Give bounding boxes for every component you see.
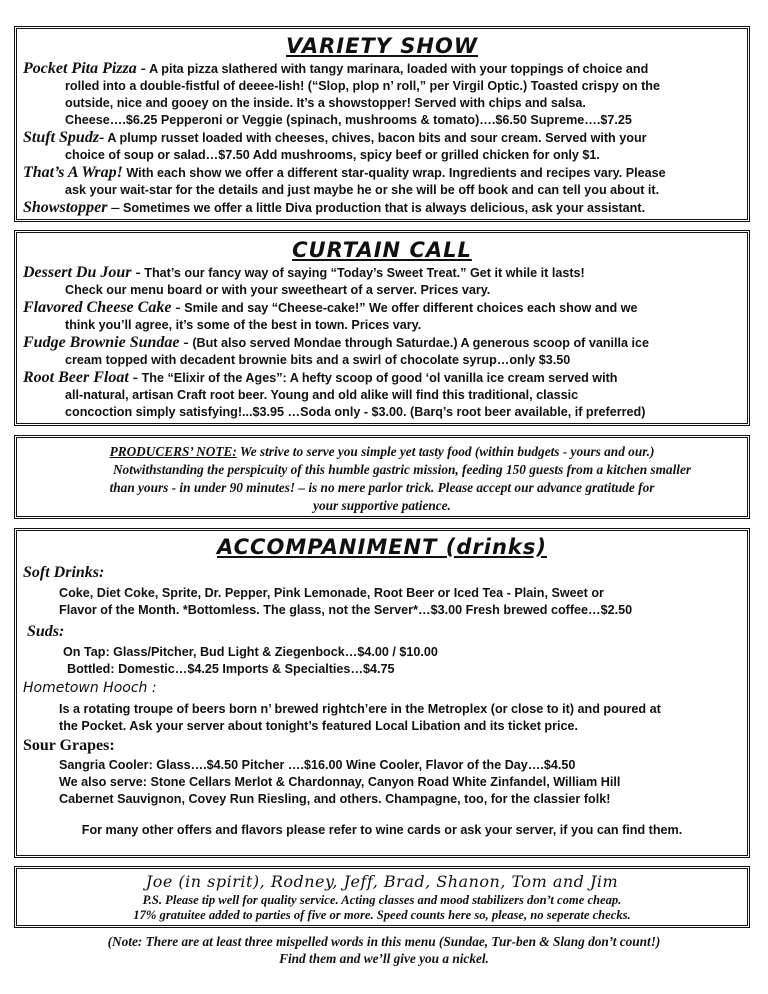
producers-note xyxy=(14,435,750,519)
grapes-label: Sour Grapes: xyxy=(23,737,115,754)
item-desc: Cheese….$6.25 Pepperoni or Veggie (spinach, mushrooms & tomato)….$6.50 Supreme….$7.25 xyxy=(65,113,632,127)
curtain-call-section xyxy=(14,230,750,426)
item-desc: A pita pizza slathered with tangy marinara, loaded with your toppings of choice and xyxy=(149,62,649,76)
item-name: Stuft Spudz- xyxy=(23,129,105,146)
item-desc: Smile and say “Cheese-cake!” We offer different choices each show and we xyxy=(184,301,638,315)
desc-line: On Tap: Glass/Pitcher, Bud Light & Ziegenbock…$4.00 / $10.00 xyxy=(63,645,438,659)
item-name: Fudge Brownie Sundae - xyxy=(23,334,189,351)
accompaniment-title: ACCOMPANIMENT (drinks) xyxy=(217,535,547,559)
item-desc: (But also served Mondae through Saturdae.) A generous scoop of vanilla ice xyxy=(192,336,650,350)
desc-line: Coke, Diet Coke, Sprite, Dr. Pepper, Pink Lemonade, Root Beer or Iced Tea - Plain, Sweet or xyxy=(59,586,604,600)
item-desc: choice of soup or salad…$7.50 Add mushrooms, spicy beef or grilled chicken for only $1. xyxy=(65,148,600,162)
item-desc: A plump russet loaded with cheeses, chives, bacon bits and sour cream. Served with your xyxy=(107,131,647,145)
misspelling-note xyxy=(0,933,768,967)
item-name: Dessert Du Jour - xyxy=(23,264,141,281)
item-name: Showstopper – xyxy=(23,199,120,216)
producers-line: PRODUCERS’ NOTE: We strive to serve you simple yet tasty food (within budgets - yours and our.) xyxy=(109,444,655,459)
desc-line: Bottled: Domestic…$4.25 Imports & Specialties…$4.75 xyxy=(67,662,395,676)
hooch-block xyxy=(17,680,747,735)
menu-item xyxy=(17,129,747,164)
drinks-footer: For many other offers and flavors please refer to wine cards or ask your server, if you can find them. xyxy=(81,823,683,837)
item-desc: all-natural, artisan Craft root beer. Young and old alike will find this traditional, classic xyxy=(65,388,579,402)
variety-show-title: VARIETY SHOW xyxy=(286,34,478,58)
ps-line: 17% gratuitee added to parties of five or more. Speed counts here so, please, no seperate checks. xyxy=(133,908,631,922)
menu-item xyxy=(17,299,747,334)
hooch-label: Hometown Hooch : xyxy=(23,680,157,696)
item-desc: The “Elixir of the Ages”: A hefty scoop of good ‘ol vanilla ice cream served with xyxy=(141,371,618,385)
producers-line: your supportive patience. xyxy=(313,498,451,513)
item-desc: Check our menu board or with your sweetheart of a server. Prices vary. xyxy=(65,283,491,297)
suds-block xyxy=(17,623,747,678)
ps-line: P.S. Please tip well for quality service. Acting classes and mood stabilizers don’t come cheap. xyxy=(142,893,622,907)
producers-line: Notwithstanding the perspicuity of this humble gastric mission, feeding 150 guests from a kitchen smaller xyxy=(112,462,692,477)
desc-line: Cabernet Sauvignon, Covey Run Riesling, and others. Champagne, too, for the classier folk! xyxy=(59,792,611,806)
desc-line: Sangria Cooler: Glass….$4.50 Pitcher ….$16.00 Wine Cooler, Flavor of the Day….$4.50 xyxy=(59,758,576,772)
producers-line: than yours - in under 90 minutes! – is no mere parlor trick. Please accept our advance gratitude for xyxy=(109,480,655,495)
soft-drinks-block xyxy=(17,564,747,619)
desc-line: We also serve: Stone Cellars Merlot & Chardonnay, Canyon Road White Zinfandel, William Hill xyxy=(59,775,621,789)
hooch-desc xyxy=(17,701,747,735)
crew-ps xyxy=(17,893,747,923)
suds-label: Suds: xyxy=(27,623,65,640)
crew-box xyxy=(14,866,750,928)
menu-item xyxy=(17,369,747,421)
item-desc: That’s our fancy way of saying “Today’s Sweet Treat.” Get it while it lasts! xyxy=(144,266,585,280)
item-name: Root Beer Float - xyxy=(23,369,139,386)
menu-item xyxy=(17,60,747,129)
producers-label: PRODUCERS’ NOTE: xyxy=(109,444,237,459)
accompaniment-section xyxy=(14,528,750,858)
item-desc: cream topped with decadent brownie bits and a swirl of chocolate syrup…only $3.50 xyxy=(65,353,571,367)
menu-item xyxy=(17,199,747,217)
item-desc: concoction simply satisfying!...$3.95 …Soda only - $3.00. (Barq’s root beer available, if preferred) xyxy=(65,405,646,419)
note-line: (Note: There are at least three mispelled words in this menu (Sundae, Tur-ben & Slang don’t count!) xyxy=(107,934,661,949)
soft-drinks-label: Soft Drinks: xyxy=(23,564,105,581)
item-name: Flavored Cheese Cake - xyxy=(23,299,181,316)
note-line: Find them and we’ll give you a nickel. xyxy=(279,951,489,966)
item-desc: With each show we offer a different star-quality wrap. Ingredients and recipes vary. Please xyxy=(126,166,666,180)
item-desc: Sometimes we offer a little Diva production that is always delicious, ask your assistant. xyxy=(122,201,646,215)
menu-item xyxy=(17,264,747,299)
grapes-block xyxy=(17,737,747,808)
menu-item xyxy=(17,164,747,199)
curtain-call-title: CURTAIN CALL xyxy=(292,238,472,262)
item-desc: outside, nice and gooey on the inside. It’s a showstopper! Served with chips and salsa. xyxy=(65,96,586,110)
soft-drinks-desc xyxy=(17,585,747,619)
crew-names: Joe (in spirit), Rodney, Jeff, Brad, Shanon, Tom and Jim xyxy=(145,872,619,891)
item-name: Pocket Pita Pizza - xyxy=(23,60,147,77)
variety-show-section xyxy=(14,26,750,222)
grapes-desc xyxy=(17,757,747,808)
item-desc: rolled into a double-fistful of deeee-lish! (“Slop, plop n’ roll,” per Virgil Optic.) Toasted crispy on the xyxy=(65,79,660,93)
desc-line: Is a rotating troupe of beers born n’ brewed rightch’ere in the Metroplex (or close to it) and poured at xyxy=(59,702,661,716)
item-desc: think you’ll agree, it’s some of the best in town. Prices vary. xyxy=(65,318,422,332)
desc-line: Flavor of the Month. *Bottomless. The glass, not the Server*…$3.00 Fresh brewed coffee…$2.50 xyxy=(59,603,633,617)
suds-desc xyxy=(17,644,747,678)
menu-item xyxy=(17,334,747,369)
desc-line: the Pocket. Ask your server about tonight’s featured Local Libation and its ticket price. xyxy=(59,719,579,733)
item-name: That’s A Wrap! xyxy=(23,164,123,181)
item-desc: ask your wait-star for the details and just maybe he or she will be off book and can tell you about it. xyxy=(65,183,660,197)
